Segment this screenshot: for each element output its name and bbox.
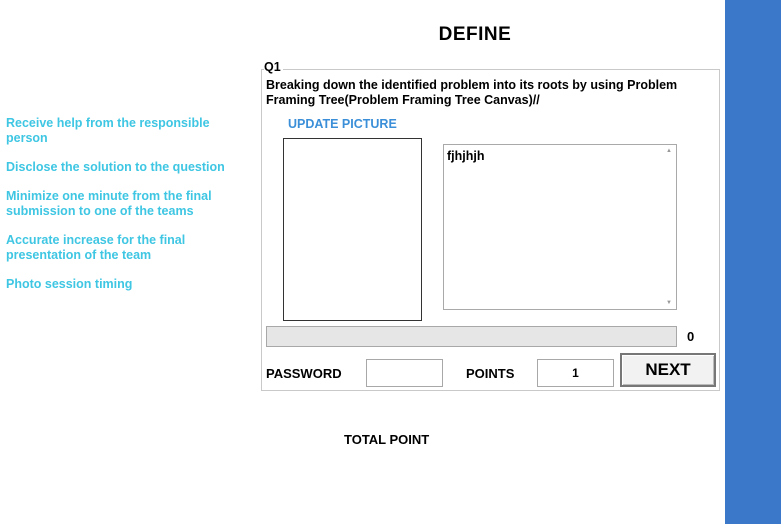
sidebar-item-photo-session[interactable]: Photo session timing bbox=[6, 277, 133, 291]
points-input[interactable] bbox=[537, 359, 614, 387]
sidebar-item-accurate-increase[interactable]: Accurate increase for the final presentation of the team bbox=[6, 233, 186, 262]
sidebar-item-disclose-solution[interactable]: Disclose the solution to the question bbox=[6, 160, 225, 174]
right-side-bar bbox=[725, 0, 781, 524]
next-button[interactable]: NEXT bbox=[620, 353, 716, 387]
page-title: DEFINE bbox=[438, 24, 512, 45]
password-input[interactable] bbox=[366, 359, 443, 387]
progress-value: 0 bbox=[687, 329, 695, 344]
question-number: Q1 bbox=[264, 60, 281, 74]
sidebar bbox=[6, 116, 234, 306]
scroll-up-arrow-icon[interactable]: ▲ bbox=[666, 148, 672, 154]
answer-textarea[interactable] bbox=[443, 144, 677, 310]
progress-bar bbox=[266, 326, 677, 347]
scroll-down-arrow-icon[interactable]: ▼ bbox=[666, 300, 672, 306]
password-label: PASSWORD bbox=[266, 366, 342, 381]
total-point-label: TOTAL POINT bbox=[344, 432, 430, 447]
answer-text: fjhjhjh bbox=[447, 149, 485, 163]
points-label: POINTS bbox=[466, 366, 515, 381]
question-text: Breaking down the identified problem into its roots by using Problem Framing Tree(Problem Framing Tree Canvas)// bbox=[266, 78, 678, 107]
picture-box[interactable] bbox=[283, 138, 422, 321]
sidebar-item-minimize-minute[interactable]: Minimize one minute from the final submission to one of the teams bbox=[6, 189, 212, 218]
sidebar-item-receive-help[interactable]: Receive help from the responsible person bbox=[6, 116, 210, 145]
update-picture-link[interactable]: UPDATE PICTURE bbox=[288, 117, 397, 131]
